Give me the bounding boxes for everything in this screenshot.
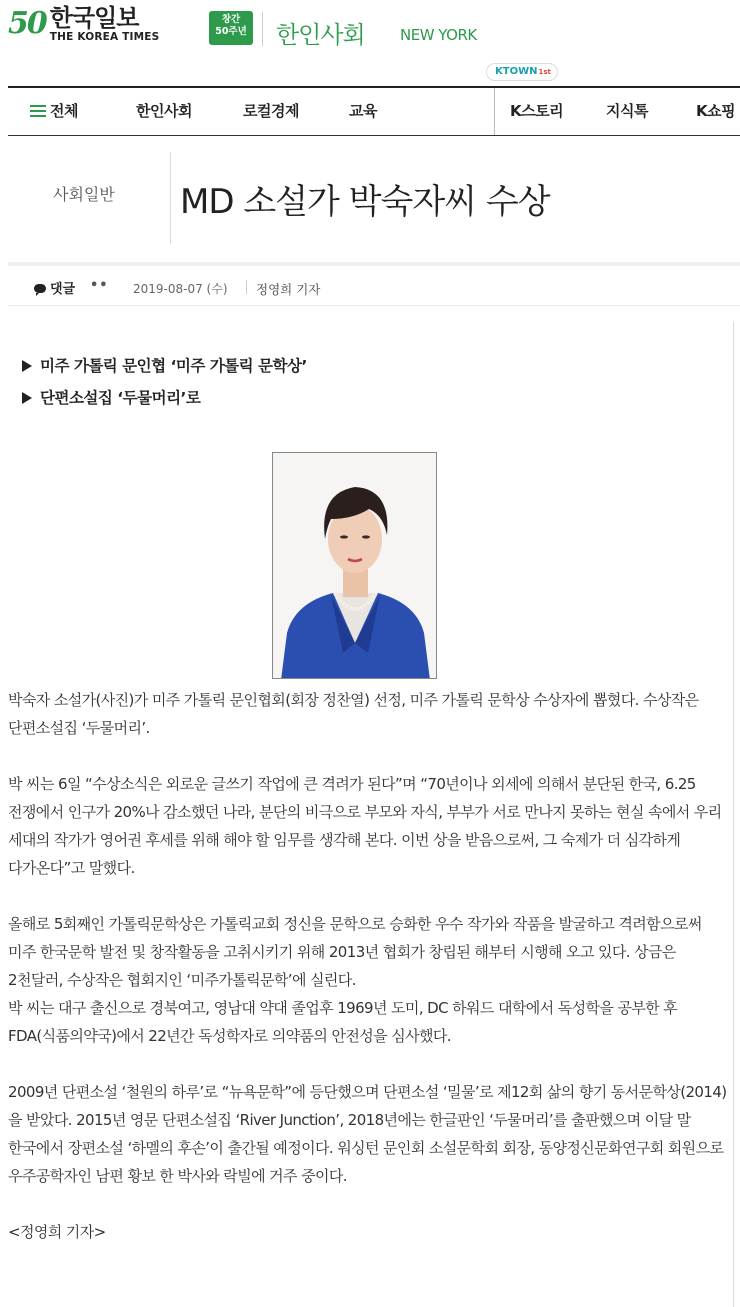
logo-wordmark <box>50 6 160 43</box>
article-byline: <정영희 기자> <box>8 1223 106 1241</box>
site-logo[interactable] <box>8 6 159 43</box>
nav-all[interactable] <box>30 88 78 134</box>
logo-50-mark: 50 <box>8 6 46 42</box>
title-divider <box>170 152 171 244</box>
article-paragraph: 박숙자 소설가(사진)가 미주 가톨릭 문인협회(회장 정찬열) 선정, 미주 가톨릭 문학상 수상자에 뽑혔다. 수상작은 단편소설집 ‘두물머리’. <box>8 691 699 737</box>
summary-item <box>22 350 307 382</box>
section-name[interactable]: 한인사회 <box>276 21 365 49</box>
nav-item-jisiktok[interactable]: 지식톡 <box>606 102 648 120</box>
article-author: 정영희 기자 <box>256 282 321 297</box>
article-paragraph: 박 씨는 6일 “수상소식은 외로운 글쓰기 작업에 큰 격려가 된다”며 “70년이나 외세에 의해서 분단된 한국, 6.25 전쟁에서 인구가 20%나 감소했던 나라, 분단의 비극으로 부모와 자식, 부부가 서로 만나지 못하는 현실 속에서 우리 세대의 작가가 영어권 후세를 위해 해야 할 임무를 생각해 본다. 이번 상을 받음으로써, 그 숙제가 더 심각하게 다가온다”고 말했다. <box>8 775 722 877</box>
comment-label: 댓글 <box>50 282 76 297</box>
hamburger-icon <box>30 105 46 117</box>
nav-item-local-economy[interactable]: 로컬경제 <box>243 102 299 120</box>
article-summary <box>22 350 307 414</box>
site-header <box>0 0 740 77</box>
nav-item-education[interactable]: 교육 <box>349 102 377 120</box>
speech-bubble-icon <box>34 284 46 293</box>
nav-item-kstory[interactable]: K스토리 <box>510 102 564 120</box>
section-region: NEW YORK <box>400 26 477 44</box>
comment-button[interactable] <box>34 278 75 297</box>
article-header <box>8 152 740 246</box>
logo-english: THE KOREA TIMES <box>49 31 160 43</box>
header-divider <box>262 12 263 46</box>
article-meta <box>8 262 740 306</box>
article-category[interactable]: 사회일반 <box>53 185 115 204</box>
article-title: MD 소설가 박숙자씨 수상 <box>180 182 550 222</box>
nav-separator <box>494 88 495 135</box>
author-photo[interactable] <box>272 452 437 679</box>
article-paragraph: 박 씨는 대구 출신으로 경북여고, 영남대 약대 졸업후 1969년 도미, DC 하워드 대학에서 독성학을 공부한 후 FDA(식품의약국)에서 22년간 독성학자로 의약품의 안전성을 심사했다. <box>8 999 678 1045</box>
ktown-label: KTOWN <box>495 66 538 77</box>
nav-all-label: 전체 <box>50 102 78 120</box>
article-paragraph: 2009년 단편소설 ‘철원의 하루’로 “뉴욕문학”에 등단했으며 단편소설 ‘밀물’로 제12회 삶의 향기 동서문학상(2014)을 받았다. 2015년 영문 단편소설집 ‘River Junction’, 2018년에는 한글판인 ‘두물머리’를 출판했으며 이달 말 한국에서 장편소설 ‘하멜의 후손’이 출간될 예정이다. 워싱턴 문인회 소설문학회 회장, 동양정신문화연구회 회원으로 우주공학자인 남편 황보 한 박사와 락빌에 거주 중이다. <box>8 1083 727 1185</box>
portrait-image <box>273 453 437 679</box>
triangle-right-icon <box>22 392 32 404</box>
meta-divider <box>246 280 247 294</box>
nav-item-kshopping[interactable]: K쇼핑 <box>696 102 736 120</box>
main-nav <box>8 86 740 136</box>
logo-korean: 한국일보 <box>49 4 139 32</box>
article-date: 2019-08-07 (수) <box>133 282 228 296</box>
anniversary-line2: 50주년 <box>215 26 247 38</box>
anniversary-line1: 창간 <box>221 14 241 25</box>
more-options-icon[interactable]: •• <box>90 278 109 293</box>
ktown-button[interactable] <box>486 63 558 81</box>
summary-text: 미주 가톨릭 문인협 ‘미주 가톨릭 문학상’ <box>40 357 307 375</box>
triangle-right-icon <box>22 360 32 372</box>
anniversary-badge <box>209 11 253 45</box>
nav-item-community[interactable]: 한인사회 <box>136 102 192 120</box>
article-body <box>8 686 728 1246</box>
summary-item <box>22 382 307 414</box>
summary-text: 단편소설집 ‘두물머리’로 <box>40 389 201 407</box>
article-paragraph: 올해로 5회째인 가톨릭문학상은 가톨릭교회 정신을 문학으로 승화한 우수 작가와 작품을 발굴하고 격려함으로써 미주 한국문학 발전 및 창작활동을 고취시키기 위해 2013년 협회가 창립된 해부터 시행해 오고 있다. 상금은 2천달러, 수상작은 협회지인 ‘미주가톨릭문학’에 실린다. <box>8 915 702 989</box>
ktown-suffix: 1st <box>538 68 551 76</box>
content-right-border <box>733 322 734 1307</box>
